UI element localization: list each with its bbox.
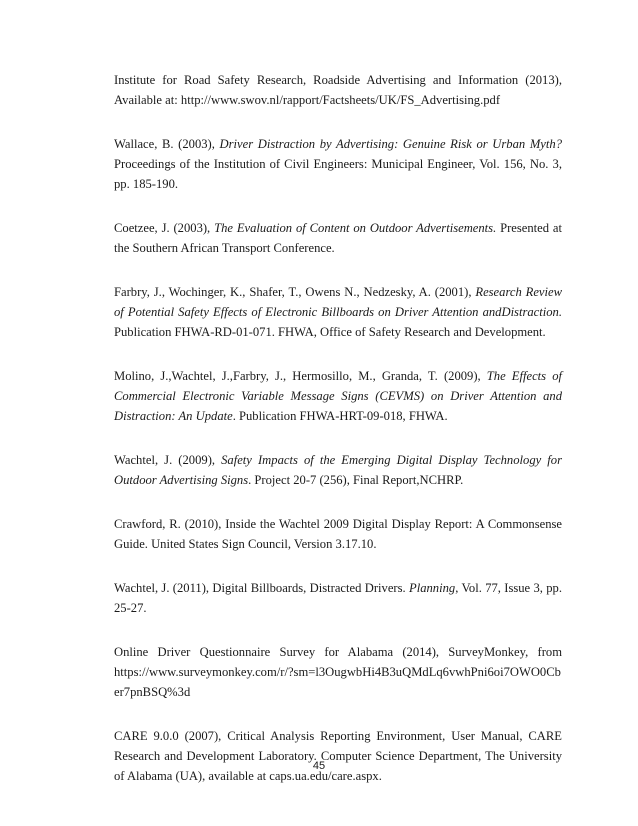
reference-text: CARE 9.0.0 (2007), Critical Analysis Reporting Environment, User Manual, CARE Research and Development Laboratory. Computer Science Department, The University of Alabama (UA), available at caps.ua.edu/care.aspx. bbox=[114, 729, 562, 783]
reference-text: Crawford, R. (2010), Inside the Wachtel 2009 Digital Display Report: A Commonsense Guide. United States Sign Council, Version 3.17.10. bbox=[114, 517, 562, 551]
reference-text: Proceedings of the Institution of Civil Engineers: Municipal Engineer, Vol. 156, No. 3, pp. 185-190. bbox=[114, 157, 562, 191]
reference-entry bbox=[114, 218, 562, 258]
reference-title: Safety Impacts of the Emerging Digital Display Technology for Outdoor Advertising Signs bbox=[114, 453, 562, 487]
reference-text: Online Driver Questionnaire Survey for Alabama (2014), SurveyMonkey, from https://www.surveymonkey.com/r/?sm=l3OugwbHi4B3uQMdLq6vwhPni6oi7OWO0Cb er7pnBSQ%3d bbox=[114, 645, 562, 699]
reference-list bbox=[114, 70, 562, 810]
reference-text: Institute for Road Safety Research, Roadside Advertising and Information (2013), Available at: http://www.swov.nl/rapport/Factsheets/UK/FS_Advertising.pdf bbox=[114, 73, 562, 107]
reference-text: Wachtel, J. (2009), bbox=[114, 453, 222, 467]
reference-text: . Publication FHWA-HRT-09-018, FHWA. bbox=[232, 409, 448, 423]
reference-entry bbox=[114, 642, 562, 702]
reference-title: The Evaluation of Content on Outdoor Advertisements. bbox=[214, 221, 497, 235]
reference-entry bbox=[114, 70, 562, 110]
reference-title: Research Review of Potential Safety Effects of Electronic Billboards on Driver Attention andDistraction. bbox=[114, 285, 562, 319]
reference-title: Driver Distraction by Advertising: Genuine Risk or Urban Myth? bbox=[219, 137, 562, 151]
reference-entry bbox=[114, 282, 562, 342]
reference-text: Coetzee, J. (2003), bbox=[114, 221, 215, 235]
reference-text: , Vol. 77, Issue 3, pp. 25-27. bbox=[114, 581, 563, 615]
reference-text: Presented at the Southern African Transport Conference. bbox=[114, 221, 563, 255]
reference-entry bbox=[114, 514, 562, 554]
reference-text: Farbry, J., Wochinger, K., Shafer, T., Owens N., Nedzesky, A. (2001), bbox=[114, 285, 476, 299]
reference-entry bbox=[114, 726, 562, 786]
reference-text: Wallace, B. (2003), bbox=[114, 137, 220, 151]
reference-entry bbox=[114, 450, 562, 490]
page-number: 45 bbox=[312, 760, 326, 772]
reference-text: Publication FHWA-RD-01-071. FHWA, Office of Safety Research and Development. bbox=[114, 325, 546, 339]
reference-entry bbox=[114, 134, 562, 194]
reference-title: The Effects of Commercial Electronic Variable Message Signs (CEVMS) on Driver Attention and Distraction: An Update bbox=[114, 369, 562, 423]
reference-text: . Project 20-7 (256), Final Report,NCHRP. bbox=[248, 473, 464, 487]
reference-title: Planning bbox=[409, 581, 456, 595]
reference-text: Molino, J.,Wachtel, J.,Farbry, J., Hermosillo, M., Granda, T. (2009), bbox=[114, 369, 487, 383]
reference-text: Wachtel, J. (2011), Digital Billboards, Distracted Drivers. bbox=[114, 581, 409, 595]
reference-entry bbox=[114, 366, 562, 426]
reference-entry bbox=[114, 578, 562, 618]
